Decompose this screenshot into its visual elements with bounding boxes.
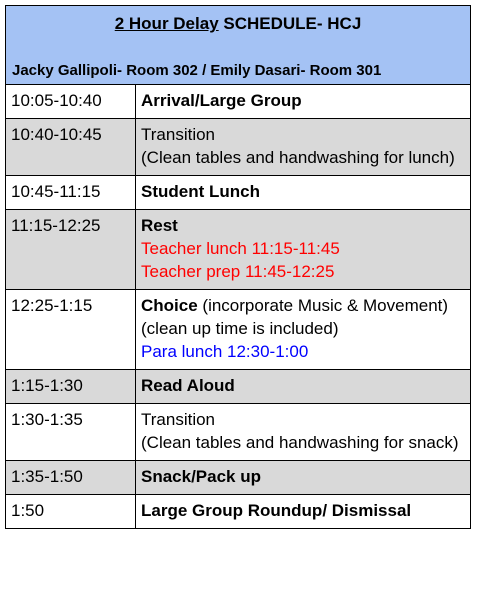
- time-cell: 11:15-12:25: [6, 210, 136, 290]
- activity-note: (Clean tables and handwashing for snack): [141, 433, 459, 452]
- schedule-header: [6, 6, 470, 85]
- activity-cell: [136, 370, 471, 404]
- schedule-document: [5, 5, 471, 529]
- table-row: [6, 461, 470, 495]
- title-underlined: 2 Hour Delay: [114, 14, 219, 33]
- table-row: [6, 495, 470, 529]
- table-row: [6, 85, 470, 119]
- time-cell: 1:15-1:30: [6, 370, 136, 404]
- time-cell: 1:30-1:35: [6, 404, 136, 461]
- activity-cell: [136, 210, 471, 290]
- activity-title: Read Aloud: [141, 376, 235, 395]
- staff-rooms: Jacky Gallipoli- Room 302 / Emily Dasari- Room 301: [12, 62, 382, 79]
- activity-note: (Clean tables and handwashing for lunch): [141, 148, 455, 167]
- activity-cell: [136, 495, 471, 529]
- time-cell: 12:25-1:15: [6, 290, 136, 370]
- para-lunch-note: Para lunch 12:30-1:00: [141, 342, 309, 361]
- activity-cell: [136, 119, 471, 176]
- time-cell: 10:45-11:15: [6, 176, 136, 210]
- time-cell: 10:40-10:45: [6, 119, 136, 176]
- activity-title: Snack/Pack up: [141, 467, 262, 486]
- activity-cell: [136, 176, 471, 210]
- activity-title: Choice: [141, 296, 198, 315]
- title-rest: SCHEDULE- HCJ: [218, 14, 362, 33]
- activity-title: Rest: [141, 216, 178, 235]
- activity-cell: [136, 290, 471, 370]
- activity-text: Transition: [141, 410, 216, 429]
- activity-title: Large Group Roundup/ Dismissal: [141, 501, 412, 520]
- time-cell: 1:50: [6, 495, 136, 529]
- activity-title: Arrival/Large Group: [141, 91, 302, 110]
- activity-title: Student Lunch: [141, 182, 260, 201]
- table-row: [6, 370, 470, 404]
- activity-cell: [136, 404, 471, 461]
- table-row: [6, 210, 470, 290]
- teacher-lunch-note: Teacher lunch 11:15-11:45: [141, 239, 340, 258]
- activity-text: Transition: [141, 125, 216, 144]
- activity-cell: [136, 461, 471, 495]
- activity-cell: [136, 85, 471, 119]
- schedule-table: [6, 85, 470, 528]
- teacher-prep-note: Teacher prep 11:45-12:25: [141, 262, 335, 281]
- activity-title-note: (incorporate Music & Movement): [197, 296, 449, 315]
- table-row: [6, 404, 470, 461]
- page-title: [6, 14, 470, 34]
- time-cell: 1:35-1:50: [6, 461, 136, 495]
- time-cell: 10:05-10:40: [6, 85, 136, 119]
- table-row: [6, 176, 470, 210]
- table-row: [6, 119, 470, 176]
- activity-note: (clean up time is included): [141, 319, 339, 338]
- activity-line: [141, 294, 465, 317]
- table-row: [6, 290, 470, 370]
